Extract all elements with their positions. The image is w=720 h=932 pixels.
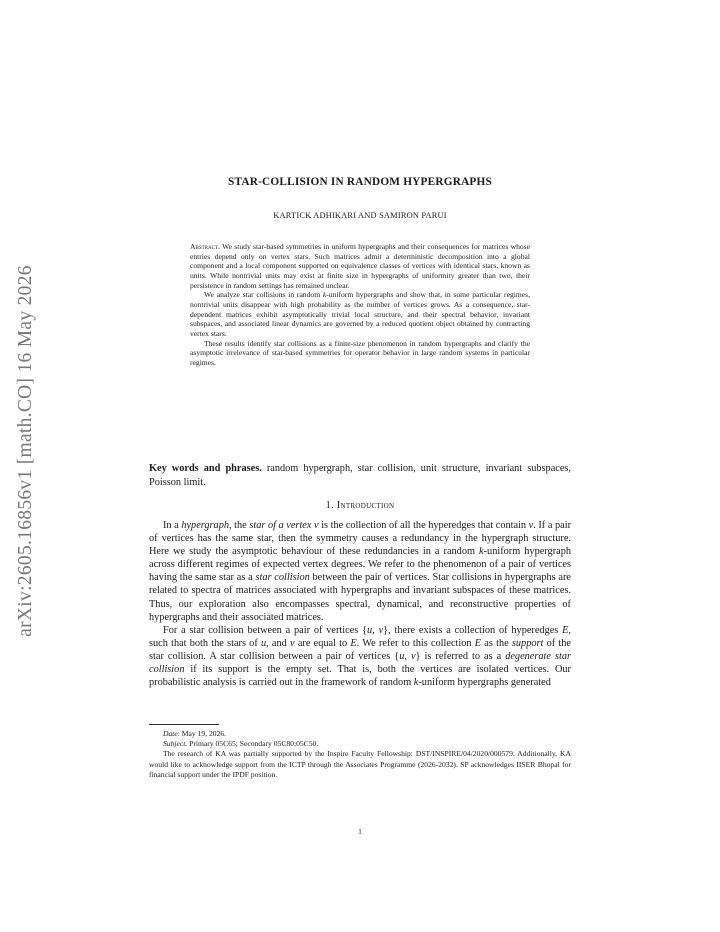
italic-term: E [474, 637, 482, 649]
footnote-funding: The research of KA was partially supported by the Inspire Faculty Fellowship: DST/INSPIRE/04/2020/000579. Additionally, KA would like to acknowledge support from the ICTP through the Associates Programme (2026-2032). SP acknowledges IISER Bhopal for financial support under the IPDF position. [149, 749, 571, 779]
subject-label: Subject. [163, 739, 188, 749]
text-run: between the pair of vertices. Star collisions in hypergraphs are related to spectra of matrices associated with hypergraphs and invariant subspaces of these matrices. Thus, our exploration also encompasses spectral, dynamical, and reconstructive properties of hypergraphs and their associated matrices. [149, 572, 571, 623]
text-run: For a star collision between a pair of vertices { [163, 624, 368, 636]
intro-paragraph-2 [149, 624, 571, 689]
italic-term: support [511, 637, 544, 649]
section-number: 1. [325, 500, 334, 511]
arxiv-identifier-stamp [4, 236, 48, 666]
keywords [149, 462, 571, 490]
abstract-paragraph-3: These results identify star collisions as a finite-size phenomenon in random hypergraphs and clarify the asymptotic irrelevance of star-based symmetries for operator behavior in large random systems in particular regimes. [190, 338, 530, 367]
keywords-text: random hypergraph, star collision, unit structure, invariant subspaces, Poisson limit. [149, 463, 571, 488]
text-run: . We refer to this collection [356, 637, 475, 649]
section-title: Introduction [336, 500, 395, 511]
subject-value: Primary 05C65; Secondary 05C80;05C50. [187, 739, 319, 749]
text-run: , such that both the stars of [149, 624, 571, 649]
italic-term: star collision [255, 572, 310, 584]
abstract-paragraph-1 [190, 242, 530, 290]
text-run: -uniform hypergraphs generated [418, 677, 551, 689]
keywords-label: Key words and phrases. [149, 463, 262, 474]
abstract-paragraph-2 [190, 290, 530, 338]
paper-authors: KARTICK ADHIKARI AND SAMIRON PARUI [273, 211, 447, 220]
text-run: as the [481, 637, 512, 649]
text-run: -uniform hypergraph across different regimes of expected vertex degrees. We refer to the phenomenon of a pair of vertices having the same star as a [149, 546, 571, 584]
footnotes [149, 729, 571, 780]
arxiv-identifier-text: arXiv:2605.16856v1 [math.CO] 16 May 2026 [15, 265, 37, 637]
abstract-text-2a: We analyze star collisions in random [204, 290, 323, 300]
date-label: Date [163, 729, 178, 738]
text-run: } is referred to as a [415, 650, 506, 662]
italic-term: k [413, 677, 419, 689]
italic-term: v [290, 637, 295, 649]
text-run: , and [266, 637, 291, 649]
paper-title: STAR-COLLISION IN RANDOM HYPERGRAPHS [227, 176, 493, 188]
text-run: of the star collision. A star collision between a pair of vertices { [149, 637, 571, 662]
section-heading [149, 500, 571, 511]
abstract-math-k: k [322, 290, 327, 300]
introduction-body [149, 519, 571, 689]
text-run: }, there exists a collection of hyperedges [383, 624, 563, 636]
date-value: : May 19, 2026. [177, 729, 227, 738]
intro-paragraph-1 [149, 519, 571, 624]
text-run: are equal to [294, 637, 351, 649]
italic-term: hypergraph [181, 520, 229, 531]
italic-term: u [260, 637, 267, 649]
text-run: , the [229, 520, 250, 531]
text-run: is the collection of all the hyperedges that contain [318, 520, 529, 531]
italic-term: degenerate star collision [149, 650, 572, 676]
italic-term: u, v [367, 624, 384, 636]
italic-term: star of a vertex v [249, 520, 319, 531]
italic-term: k [479, 546, 484, 558]
footnote-rule [149, 724, 219, 725]
page-number: 1 [358, 827, 362, 836]
italic-term: v [528, 520, 534, 531]
abstract-text-2b: -uniform hypergraphs and show that, in some particular regimes, nontrivial units disappear with high probability as the number of vertices grows. As a consequence, star-dependent matrices exhibit asymptotically trivial local structure, and their spectral behavior, invariant subspaces, and associated linear dynamics are governed by a reduced quotient object obtained by contracting vertex stars. [190, 290, 530, 338]
text-run: . If a pair of vertices has the same star, then the symmetry causes a redundancy in the hypergraph structure. Here we study the asymptotic behaviour of these redundancies in a random [149, 520, 571, 558]
abstract-text-1: We study star-based symmetries in uniform hypergraphs and their consequences for matrices whose entries depend only on vertex stars. Such matrices admit a deterministic decomposition into a global component and a local component supported on equivalence classes of vertices with identical stars, known as units. While nontrivial units may exist at finite size in hypergraphs of uniformity greater than two, their persistence in random settings has remained unclear. [190, 242, 531, 290]
abstract [190, 242, 530, 368]
text-run: In a [163, 520, 182, 531]
text-run: if its support is the empty set. That is, both the vertices are isolated vertices. Our probabilistic analysis is carried out in the framework of random [149, 664, 571, 689]
italic-term: E [350, 637, 357, 649]
footnote-subject [149, 739, 571, 749]
footnote-date [149, 729, 571, 739]
abstract-label: Abstract. [190, 242, 220, 251]
italic-term: E [562, 624, 569, 636]
italic-term: u, v [399, 650, 416, 662]
